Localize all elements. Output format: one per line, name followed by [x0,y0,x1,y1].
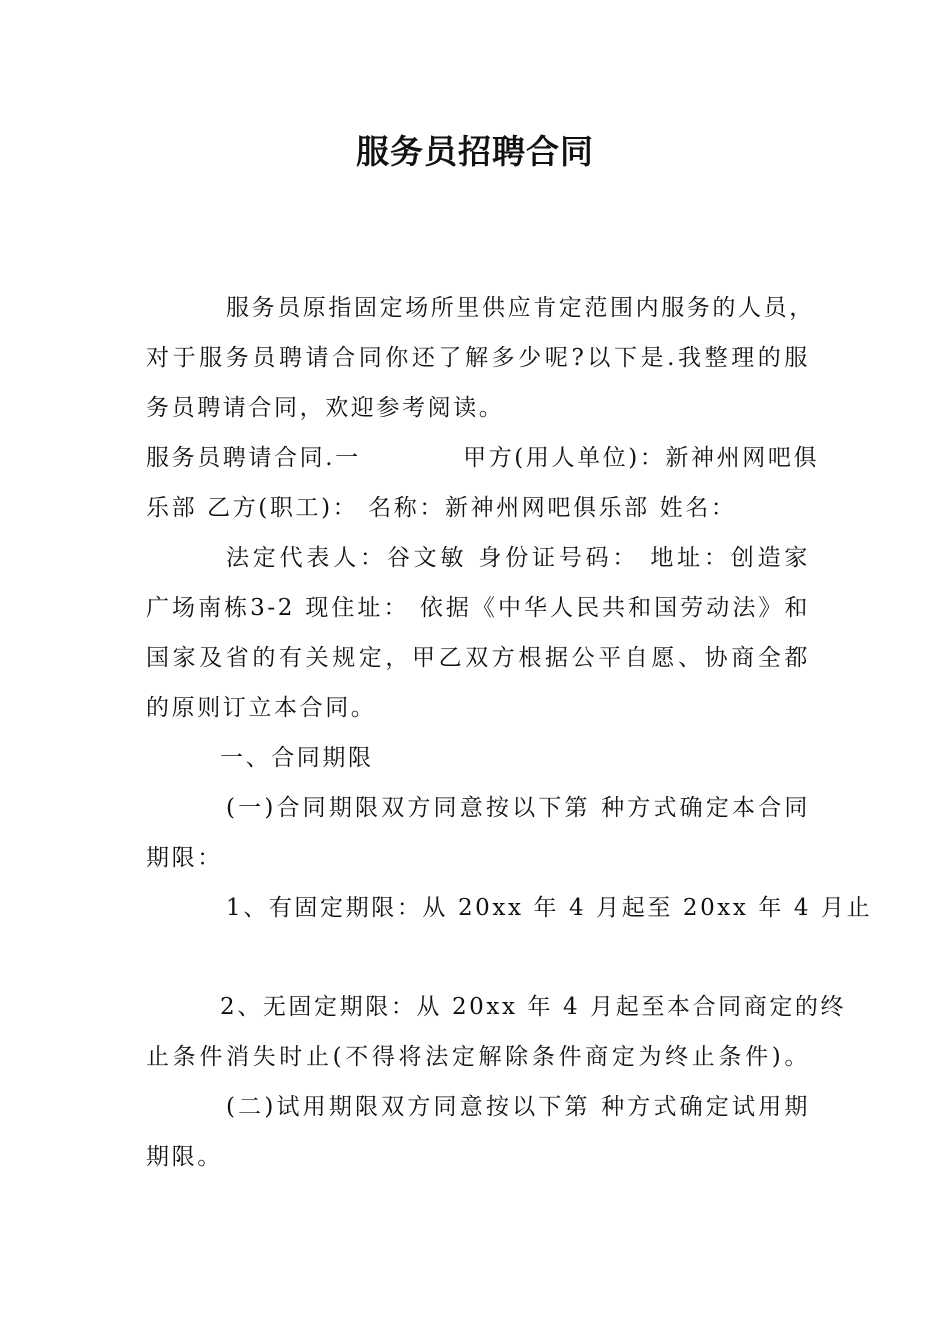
paragraph-line: 的原则订立本合同。 [146,695,377,721]
paragraph-line: 国家及省的有关规定，甲乙双方根据公平自愿、协商全都 [146,645,810,671]
paragraph-line: 务员聘请合同，欢迎参考阅读。 [146,395,505,421]
paragraph-line: 法定代表人：谷文敏 身份证号码： 地址：创造家 [226,545,810,571]
paragraph-line: 1、有固定期限：从 20xx 年 4 月起至 20xx 年 4 月止 [226,895,873,921]
paragraph-line: 服务员聘请合同.一 甲方(用人单位)：新神州网吧俱 [146,445,820,471]
paragraph-line: 乐部 乙方(职工)： 名称：新神州网吧俱乐部 姓名： [146,495,737,521]
paragraph-line: 期限。 [146,1144,223,1170]
paragraph-line: (一)合同期限双方同意按以下第 种方式确定本合同 [226,795,810,821]
paragraph-line: 止条件消失时止(不得将法定解除条件商定为终止条件)。 [146,1044,810,1070]
paragraph-line: 服务员原指固定场所里供应肯定范围内服务的人员， [226,295,815,321]
paragraph-line: 期限： [146,845,223,871]
paragraph-line: (二)试用期限双方同意按以下第 种方式确定试用期 [226,1094,810,1120]
document-title: 服务员招聘合同 [356,132,594,171]
section-heading: 一、合同期限 [220,745,374,771]
paragraph-line: 对于服务员聘请合同你还了解多少呢?以下是.我整理的服 [146,345,810,371]
paragraph-line: 2、无固定期限：从 20xx 年 4 月起至本合同商定的终 [220,994,847,1020]
paragraph-line: 广场南栋3-2 现住址： 依据《中华人民共和国劳动法》和 [146,595,810,621]
